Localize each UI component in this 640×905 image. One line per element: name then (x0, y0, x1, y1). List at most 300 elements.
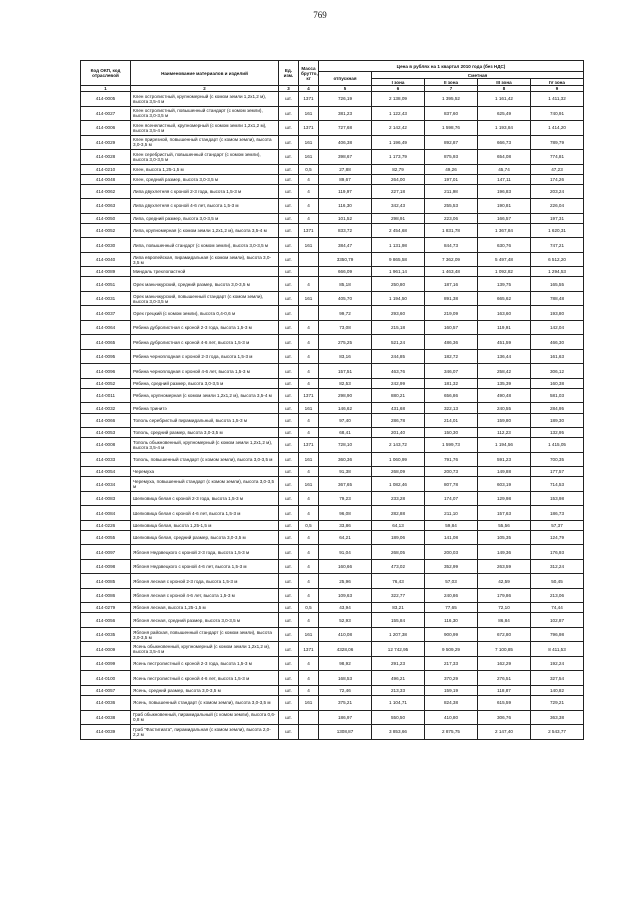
table-row (81, 413, 584, 428)
cell-unit: шт. (279, 438, 299, 453)
cell-name: Черемуха (131, 467, 279, 477)
cell-unit: шт. (279, 520, 299, 530)
cell-name: Яблоня лесная с кроной 2-3 года, высота 1,5-3 м (131, 574, 279, 589)
cell-zone-1-price: 268,05 (372, 545, 425, 560)
cell-release-price: 25,96 (319, 574, 372, 589)
cell-zone-3-price: 196,83 (478, 184, 531, 199)
table-row (81, 403, 584, 413)
cell-zone-3-price: 2 147,40 (478, 725, 531, 740)
cell-zone-1-price: 83,21 (372, 603, 425, 613)
cell-mass: 4 (299, 428, 319, 438)
cell-mass: 161 (299, 477, 319, 492)
table-row (81, 174, 584, 184)
cell-name: Яблоня лесная, высота 1,25-1,5 м (131, 603, 279, 613)
cell-zone-1-price: 1 207,38 (372, 627, 425, 642)
cell-release-price: 360,36 (319, 452, 372, 467)
cell-zone-4-price: 174,26 (531, 174, 584, 184)
cell-name: Липа двухлетняя с кроной 2-3 года, высота 1,5-3 м (131, 184, 279, 199)
cell-zone-2-price: 211,10 (425, 506, 478, 521)
cell-zone-3-price: 7 100,85 (478, 642, 531, 657)
cell-name: Клен прирезной, повышенный стандарт (с комом земли), высота 3,0-3,5 м (131, 135, 279, 150)
table-row (81, 452, 584, 467)
cell-zone-3-price: 149,36 (478, 545, 531, 560)
cell-zone-3-price: 118,87 (478, 685, 531, 695)
table-row (81, 106, 584, 121)
cell-mass: 4 (299, 213, 319, 223)
cell-code: 414-0085 (81, 574, 131, 589)
cell-zone-4-price: 140,82 (531, 685, 584, 695)
cell-release-price: 186,97 (319, 710, 372, 725)
cell-name: Граб "Фастигиата", пирамидальная (с комом земли), высота 2,0-2,2 м (131, 725, 279, 740)
cell-unit: шт. (279, 627, 299, 642)
cell-zone-1-price: 82,79 (372, 164, 425, 174)
cell-code: 414-0006 (81, 121, 131, 136)
cell-zone-1-price: 2 454,68 (372, 223, 425, 238)
cell-zone-2-price: 791,76 (425, 452, 478, 467)
cell-unit: шт. (279, 335, 299, 350)
cell-zone-3-price: 147,11 (478, 174, 531, 184)
cell-release-price: 157,51 (319, 364, 372, 379)
cell-zone-1-price: 264,00 (372, 174, 425, 184)
cell-unit: шт. (279, 223, 299, 238)
cell-code: 414-0097 (81, 545, 131, 560)
cell-unit: шт. (279, 413, 299, 428)
cell-mass: 4 (299, 199, 319, 214)
cell-mass: 0,5 (299, 520, 319, 530)
cell-zone-3-price: 1 092,82 (478, 267, 531, 277)
cell-unit: шт. (279, 428, 299, 438)
cell-zone-1-price: 463,76 (372, 364, 425, 379)
cell-code: 414-0051 (81, 277, 131, 292)
cell-zone-3-price: 665,62 (478, 291, 531, 306)
cell-mass: 4 (299, 574, 319, 589)
cell-zone-4-price: 581,03 (531, 388, 584, 403)
cell-unit: шт. (279, 559, 299, 574)
cell-code: 414-0063 (81, 199, 131, 214)
cell-mass: 4 (299, 364, 319, 379)
cell-code: 414-0005 (81, 92, 131, 107)
cell-unit: шт. (279, 378, 299, 388)
cell-code: 414-0037 (81, 306, 131, 321)
cell-release-price: 381,23 (319, 106, 372, 121)
cell-zone-3-price: 451,59 (478, 335, 531, 350)
table-row (81, 559, 584, 574)
cell-zone-3-price: 240,55 (478, 403, 531, 413)
cell-mass (299, 306, 319, 321)
cell-zone-1-price: 2 138,09 (372, 92, 425, 107)
cell-zone-3-price: 591,23 (478, 452, 531, 467)
cell-name: Рябина дубролистная с кроной 4-6 лет, высота 1,5-3 м (131, 335, 279, 350)
cell-zone-2-price: 1 831,78 (425, 223, 478, 238)
cell-mass: 0,5 (299, 164, 319, 174)
cell-mass: 4 (299, 506, 319, 521)
cell-unit: шт. (279, 364, 299, 379)
cell-mass: 1371 (299, 642, 319, 657)
cell-zone-3-price: 149,88 (478, 467, 531, 477)
cell-code: 414-0038 (81, 710, 131, 725)
table-row (81, 213, 584, 223)
cell-zone-3-price: 1 161,42 (478, 92, 531, 107)
cell-mass: 4 (299, 277, 319, 292)
cell-name: Яблоня Недзвецкого с кроной 4-6 лет, высота 1,5-3 м (131, 559, 279, 574)
cell-zone-1-price: 1 131,98 (372, 238, 425, 253)
cell-code: 414-0053 (81, 428, 131, 438)
cell-release-price: 410,08 (319, 627, 372, 642)
cell-unit: шт. (279, 452, 299, 467)
cell-zone-1-price: 2 142,42 (372, 121, 425, 136)
cell-release-price: 96,08 (319, 506, 372, 521)
cell-code: 414-0065 (81, 335, 131, 350)
cell-zone-2-price: 807,78 (425, 477, 478, 492)
cell-unit: шт. (279, 291, 299, 306)
cell-zone-4-price: 142,04 (531, 320, 584, 335)
cell-release-price: 3350,79 (319, 252, 372, 267)
cell-release-price: 89,67 (319, 174, 372, 184)
header-unit: Ед. изм. (279, 61, 299, 86)
cell-mass (299, 710, 319, 725)
cell-unit: шт. (279, 150, 299, 165)
cell-zone-3-price: 258,42 (478, 364, 531, 379)
cell-zone-2-price: 116,30 (425, 613, 478, 628)
cell-release-price: 27,88 (319, 164, 372, 174)
cell-release-price: 82,53 (319, 378, 372, 388)
cell-mass (299, 252, 319, 267)
cell-zone-3-price: 1 367,84 (478, 223, 531, 238)
cell-zone-4-price: 193,80 (531, 306, 584, 321)
cell-unit: шт. (279, 491, 299, 506)
table-row (81, 627, 584, 642)
cell-zone-4-price: 6 512,20 (531, 252, 584, 267)
header-estimate: Сметная (372, 72, 584, 79)
cell-zone-1-price: 1 173,79 (372, 150, 425, 165)
cell-name: Тополь серебристый пирамидальный, высота 1,5-3 м (131, 413, 279, 428)
cell-zone-1-price: 1 194,50 (372, 291, 425, 306)
cell-code: 414-0040 (81, 252, 131, 267)
cell-unit: шт. (279, 656, 299, 671)
cell-zone-4-price: 327,54 (531, 671, 584, 686)
cell-zone-2-price: 410,80 (425, 710, 478, 725)
table-row (81, 306, 584, 321)
cell-name: Липа, повышенный стандарт (с комом земли), высота 3,0-3,5 м (131, 238, 279, 253)
cell-zone-2-price: 824,38 (425, 696, 478, 711)
cell-zone-4-price: 57,37 (531, 520, 584, 530)
cell-zone-1-price: 1 082,46 (372, 477, 425, 492)
cell-zone-4-price: 197,31 (531, 213, 584, 223)
cell-code: 414-0036 (81, 696, 131, 711)
cell-mass: 4 (299, 671, 319, 686)
cell-name: Шелковица белая с кроной 4-6 лет, высота 1,5-3 м (131, 506, 279, 521)
cell-name: Рябина, крупномерная (с комом земли 1,2х1,2 м), высота 3,5-4 м (131, 388, 279, 403)
cell-zone-2-price: 187,16 (425, 277, 478, 292)
column-number: 4 (299, 86, 319, 92)
cell-zone-1-price: 227,18 (372, 184, 425, 199)
cell-name: Рябина черноплодная с кроной 2-3 года, высота 1,5-3 м (131, 349, 279, 364)
cell-code: 414-0098 (81, 559, 131, 574)
table-row (81, 121, 584, 136)
cell-release-price: 833,72 (319, 223, 372, 238)
cell-name: Клен, высота 1,25-1,5 м (131, 164, 279, 174)
cell-zone-4-price: 788,48 (531, 291, 584, 306)
cell-zone-2-price: 57,03 (425, 574, 478, 589)
cell-zone-4-price: 740,91 (531, 106, 584, 121)
table-row (81, 277, 584, 292)
cell-zone-4-price: 714,53 (531, 477, 584, 492)
column-number: 6 (372, 86, 425, 92)
column-number: 1 (81, 86, 131, 92)
table-row (81, 164, 584, 174)
cell-code: 414-0083 (81, 491, 131, 506)
cell-zone-1-price: 244,85 (372, 349, 425, 364)
table-body (81, 92, 584, 740)
cell-zone-1-price: 250,80 (372, 277, 425, 292)
table-row (81, 725, 584, 740)
cell-zone-1-price: 431,68 (372, 403, 425, 413)
table-row (81, 238, 584, 253)
cell-code: 414-0027 (81, 106, 131, 121)
cell-zone-2-price: 9 509,29 (425, 642, 478, 657)
cell-mass: 4 (299, 174, 319, 184)
cell-zone-1-price: 9 865,58 (372, 252, 425, 267)
cell-mass: 1371 (299, 388, 319, 403)
header-name: Наименование материалов и изделий (131, 61, 279, 86)
cell-zone-2-price: 211,98 (425, 184, 478, 199)
cell-code: 414-0035 (81, 627, 131, 642)
cell-unit: шт. (279, 530, 299, 545)
cell-unit: шт. (279, 467, 299, 477)
cell-zone-1-price: 12 742,95 (372, 642, 425, 657)
cell-zone-2-price: 197,01 (425, 174, 478, 184)
cell-mass: 161 (299, 238, 319, 253)
cell-unit: шт. (279, 506, 299, 521)
cell-unit: шт. (279, 92, 299, 107)
cell-zone-3-price: 5 497,48 (478, 252, 531, 267)
price-table (80, 60, 584, 740)
cell-zone-1-price: 880,21 (372, 388, 425, 403)
header-release: отпускная (319, 72, 372, 86)
cell-mass: 1371 (299, 121, 319, 136)
cell-code: 414-0089 (81, 267, 131, 277)
cell-release-price: 726,19 (319, 92, 372, 107)
cell-name: Липа, средний размер, высота 3,0-3,5 м (131, 213, 279, 223)
cell-code: 414-0028 (81, 150, 131, 165)
cell-name: Рябина дубролистная с кроной 2-3 года, высота 1,5-3 м (131, 320, 279, 335)
cell-name: Шелковица белая, высота 1,25-1,5 м (131, 520, 279, 530)
cell-zone-3-price: 119,91 (478, 320, 531, 335)
cell-zone-2-price: 1 598,76 (425, 121, 478, 136)
cell-release-price: 275,25 (319, 335, 372, 350)
header-mass: Масса брутто, кг (299, 61, 319, 86)
cell-zone-4-price: 132,95 (531, 428, 584, 438)
cell-code: 414-0057 (81, 685, 131, 695)
cell-zone-4-price: 153,98 (531, 491, 584, 506)
cell-release-price: 43,94 (319, 603, 372, 613)
cell-zone-4-price: 1 414,20 (531, 121, 584, 136)
cell-zone-4-price: 747,21 (531, 238, 584, 253)
cell-zone-2-price: 891,38 (425, 291, 478, 306)
cell-zone-3-price: 86,84 (478, 613, 531, 628)
cell-code: 414-0095 (81, 349, 131, 364)
cell-unit: шт. (279, 403, 299, 413)
cell-unit: шт. (279, 106, 299, 121)
cell-zone-3-price: 139,75 (478, 277, 531, 292)
cell-zone-2-price: 240,86 (425, 588, 478, 603)
table-row (81, 467, 584, 477)
cell-release-price: 728,10 (319, 438, 372, 453)
cell-code: 414-0066 (81, 413, 131, 428)
cell-name: Липа двухлетняя с кроной 4-6 лет, высота 1,5-3 м (131, 199, 279, 214)
cell-release-price: 666,09 (319, 267, 372, 277)
cell-unit: шт. (279, 613, 299, 628)
cell-name: Тополь, средний размер, высота 3,0-3,5 м (131, 428, 279, 438)
table-row (81, 491, 584, 506)
cell-zone-3-price: 1 193,84 (478, 121, 531, 136)
cell-zone-2-price: 370,29 (425, 671, 478, 686)
cell-zone-1-price: 286,78 (372, 413, 425, 428)
cell-mass: 161 (299, 696, 319, 711)
table-row (81, 520, 584, 530)
cell-zone-3-price: 179,86 (478, 588, 531, 603)
cell-name: Шелковица белая, средний размер, высота 3,0-3,5 м (131, 530, 279, 545)
cell-code: 414-0031 (81, 291, 131, 306)
cell-zone-3-price: 136,44 (478, 349, 531, 364)
column-number: 8 (478, 86, 531, 92)
cell-zone-4-price: 8 411,53 (531, 642, 584, 657)
cell-zone-4-price: 186,73 (531, 506, 584, 521)
cell-zone-3-price: 55,56 (478, 520, 531, 530)
cell-name: Ясень пестролистный с кроной 4-6 лет, высота 1,5-3 м (131, 671, 279, 686)
table-row (81, 530, 584, 545)
cell-zone-1-price: 213,33 (372, 685, 425, 695)
cell-unit: шт. (279, 574, 299, 589)
cell-zone-4-price: 284,95 (531, 403, 584, 413)
cell-release-price: 33,86 (319, 520, 372, 530)
cell-zone-4-price: 176,93 (531, 545, 584, 560)
cell-code: 414-0096 (81, 364, 131, 379)
table-row (81, 199, 584, 214)
cell-zone-1-price: 189,06 (372, 530, 425, 545)
cell-release-price: 168,53 (319, 671, 372, 686)
cell-zone-4-price: 161,63 (531, 349, 584, 364)
cell-code: 414-0054 (81, 467, 131, 477)
header-zone-2: II зона (425, 79, 478, 86)
cell-mass: 4 (299, 588, 319, 603)
cell-zone-3-price: 630,76 (478, 238, 531, 253)
cell-zone-3-price: 615,59 (478, 696, 531, 711)
cell-zone-3-price: 163,60 (478, 306, 531, 321)
cell-unit: шт. (279, 685, 299, 695)
cell-zone-2-price: 214,01 (425, 413, 478, 428)
cell-zone-1-price: 473,02 (372, 559, 425, 574)
table-row (81, 588, 584, 603)
cell-name: Орех маньчжурский, средний размер, высота 3,0-3,5 м (131, 277, 279, 292)
cell-mass: 161 (299, 291, 319, 306)
cell-code: 414-0011 (81, 388, 131, 403)
table-row (81, 506, 584, 521)
cell-zone-1-price: 233,28 (372, 491, 425, 506)
cell-zone-1-price: 268,09 (372, 467, 425, 477)
cell-name: Клен ясенелистный, крупномерный (с комом земли 1,2х1,2 м), высота 3,5-4 м (131, 121, 279, 136)
cell-unit: шт. (279, 320, 299, 335)
cell-mass: 4 (299, 530, 319, 545)
cell-name: Тополь, повышенный стандарт (с комом земли), высота 3,0-3,5 м (131, 452, 279, 467)
cell-code: 414-0034 (81, 477, 131, 492)
table-row (81, 349, 584, 364)
cell-zone-3-price: 263,59 (478, 559, 531, 574)
table-row (81, 642, 584, 657)
cell-mass: 4 (299, 320, 319, 335)
cell-code: 414-0052 (81, 223, 131, 238)
cell-code: 414-0062 (81, 184, 131, 199)
cell-zone-2-price: 217,33 (425, 656, 478, 671)
cell-code: 414-0048 (81, 174, 131, 184)
cell-release-price: 160,66 (319, 559, 372, 574)
cell-mass: 4 (299, 378, 319, 388)
cell-unit: шт. (279, 164, 299, 174)
cell-zone-4-price: 177,57 (531, 467, 584, 477)
cell-zone-2-price: 141,08 (425, 530, 478, 545)
cell-unit: шт. (279, 671, 299, 686)
cell-zone-4-price: 203,24 (531, 184, 584, 199)
cell-release-price: 298,90 (319, 388, 372, 403)
cell-unit: шт. (279, 710, 299, 725)
cell-zone-1-price: 291,23 (372, 656, 425, 671)
cell-zone-4-price: 1 620,31 (531, 223, 584, 238)
cell-zone-4-price: 50,45 (531, 574, 584, 589)
cell-name: Клен остролистный, крупномерный (с комом земли 1,2х1,2 м), высота 3,5-4 м (131, 92, 279, 107)
cell-zone-1-price: 496,21 (372, 671, 425, 686)
cell-zone-3-price: 135,39 (478, 378, 531, 388)
cell-release-price: 1308,87 (319, 725, 372, 740)
cell-zone-3-price: 603,19 (478, 477, 531, 492)
cell-zone-2-price: 1 463,48 (425, 267, 478, 277)
cell-zone-3-price: 166,57 (478, 213, 531, 223)
cell-zone-2-price: 200,03 (425, 545, 478, 560)
cell-zone-2-price: 181,32 (425, 378, 478, 388)
cell-code: 414-0055 (81, 530, 131, 545)
cell-release-price: 79,23 (319, 491, 372, 506)
cell-zone-2-price: 7 362,09 (425, 252, 478, 267)
cell-zone-2-price: 900,99 (425, 627, 478, 642)
cell-zone-4-price: 1 294,53 (531, 267, 584, 277)
cell-zone-4-price: 2 543,77 (531, 725, 584, 740)
cell-name: Яблоня лесная с кроной 4-6 лет, высота 1,5-3 м (131, 588, 279, 603)
cell-zone-4-price: 1 415,05 (531, 438, 584, 453)
cell-release-price: 119,97 (319, 184, 372, 199)
cell-mass: 161 (299, 135, 319, 150)
cell-mass (299, 725, 319, 740)
column-number: 9 (531, 86, 584, 92)
cell-zone-3-price: 625,49 (478, 106, 531, 121)
cell-zone-1-price: 64,13 (372, 520, 425, 530)
cell-zone-4-price: 192,24 (531, 656, 584, 671)
cell-code: 414-0032 (81, 403, 131, 413)
cell-mass: 4 (299, 349, 319, 364)
cell-mass: 4 (299, 656, 319, 671)
cell-zone-1-price: 1 122,43 (372, 106, 425, 121)
column-number: 5 (319, 86, 372, 92)
table-row (81, 335, 584, 350)
table-row (81, 150, 584, 165)
cell-zone-1-price: 242,99 (372, 378, 425, 388)
table-row (81, 685, 584, 695)
cell-zone-4-price: 47,23 (531, 164, 584, 174)
cell-release-price: 384,47 (319, 238, 372, 253)
cell-unit: шт. (279, 642, 299, 657)
cell-code: 414-0009 (81, 642, 131, 657)
cell-zone-2-price: 844,73 (425, 238, 478, 253)
table-row (81, 364, 584, 379)
cell-name: Миндаль трехлопастной (131, 267, 279, 277)
